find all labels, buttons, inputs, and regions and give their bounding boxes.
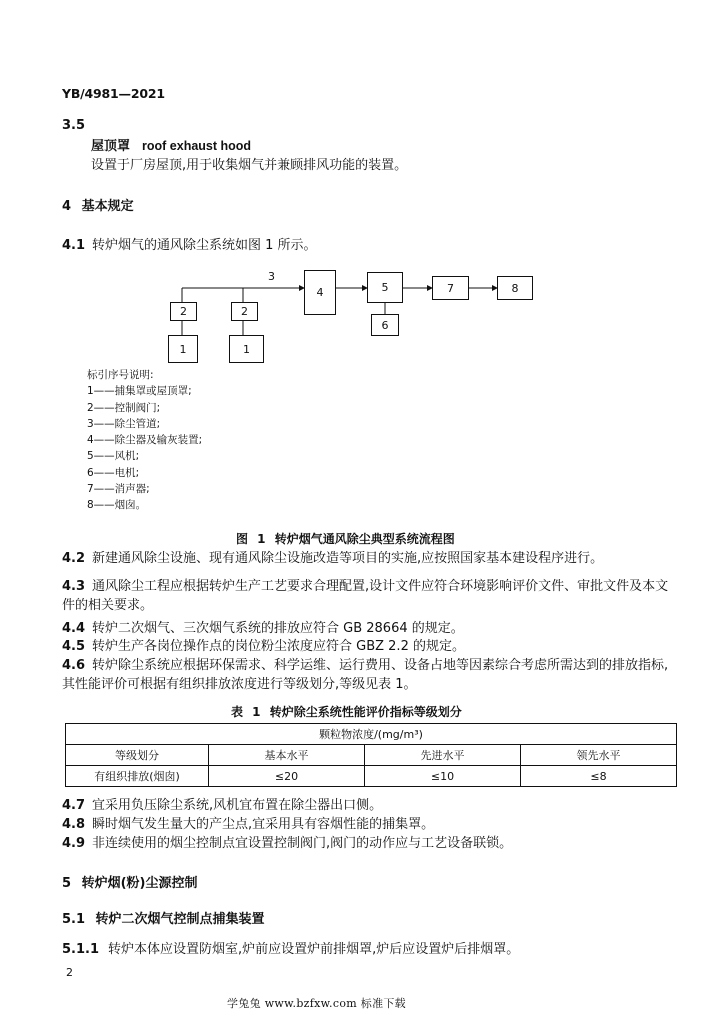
table-row [66,766,677,787]
section-heading-5: 5 转炉烟(粉)尘源控制 [62,876,198,891]
clause-number: 4.4 [62,621,86,636]
clause-number: 5.1.1 [62,942,100,957]
legend-item: 4——除尘器及输灰装置; [87,434,203,447]
table-header-cell: 先进水平 [365,745,521,766]
clause-text: 宜采用负压除尘系统,风机宜布置在除尘器出口侧。 [92,798,383,813]
clause-text: 瞬时烟气发生量大的产尘点,宜采用具有容烟性能的捕集罩。 [92,817,435,832]
clause-text: 转炉二次烟气、三次烟气系统的排放应符合 GB 28664 的规定。 [92,621,464,636]
box-valve-2b: 2 [231,302,258,321]
table-group-header: 颗粒物浓度/(mg/m³) [66,724,677,745]
clause-number: 4.5 [62,639,86,654]
legend-item: 8——烟囱。 [87,499,147,512]
term-chinese: 屋顶罩 [91,139,131,154]
term-english: roof exhaust hood [142,139,252,153]
clause-number: 4.6 [62,658,86,673]
paragraph-5-1-1 [62,940,677,959]
legend-item: 5——风机; [87,450,140,463]
section-heading-5-1: 5.1 转炉二次烟气控制点捕集装置 [62,912,265,927]
legend-item: 7——消声器; [87,483,150,496]
box-silencer-7: 7 [432,276,469,300]
performance-table [65,723,677,787]
legend-item: 6——电机; [87,466,140,479]
box-fan-5: 5 [367,272,403,303]
table-caption: 表 1 转炉除尘系统性能评价指标等级划分 [231,705,462,719]
term-definition: 设置于厂房屋顶,用于收集烟气并兼顾排风功能的装置。 [91,158,408,173]
paragraph-4-3 [62,577,677,615]
clause-number: 4.1 [62,238,86,253]
legend-title: 标引序号说明: [87,369,154,381]
label-pipe-3: 3 [268,270,275,283]
box-capture-hood-1b: 1 [229,335,264,363]
clause-number: 4.3 [62,579,86,594]
clause-number: 4.2 [62,551,86,566]
watermark-footer: 学兔兔 www.bzfxw.com 标准下载 [227,997,406,1010]
paragraph-4-5 [62,637,677,656]
paragraph-4-7 [62,796,677,815]
paragraph-4-6 [62,656,677,694]
paragraph-4-8 [62,815,677,834]
table-row [66,745,677,766]
section-heading-4: 4 基本规定 [62,199,134,214]
box-valve-2: 2 [170,302,197,321]
standard-number: YB/4981—2021 [62,86,165,101]
clause-number: 4.9 [62,836,86,851]
paragraph-4-9 [62,834,677,853]
clause-number: 4.7 [62,798,86,813]
box-capture-hood-1: 1 [168,335,198,363]
table-header-cell: 领先水平 [521,745,677,766]
clause-text: 转炉烟气的通风除尘系统如图 1 所示。 [92,238,317,253]
page-number: 2 [66,966,73,979]
table-cell: ≤8 [521,766,677,787]
box-motor-6: 6 [371,314,399,336]
paragraph-4-4 [62,619,677,638]
section-number-3-5: 3.5 [62,118,86,133]
legend-item: 3——除尘管道; [87,417,161,430]
clause-text: 转炉生产各岗位操作点的岗位粉尘浓度应符合 GBZ 2.2 的规定。 [92,639,465,654]
clause-text: 通风除尘工程应根据转炉生产工艺要求合理配置,设计文件应符合环境影响评价文件、审批文件及本文件的相关要求。 [62,579,669,613]
box-dust-collector-4: 4 [304,270,336,315]
legend [87,367,202,514]
table-cell: ≤20 [209,766,365,787]
figure-caption: 图 1 转炉烟气通风除尘典型系统流程图 [236,532,455,546]
box-chimney-8: 8 [497,276,533,300]
clause-text: 转炉除尘系统应根据环保需求、科学运维、运行费用、设备占地等因素综合考虑所需达到的排放指标,其性能评价可根据有组织排放浓度进行等级划分,等级见表 1。 [62,658,669,692]
clause-number: 4.8 [62,817,86,832]
table-header-cell: 基本水平 [209,745,365,766]
table-cell: 有组织排放(烟囱) [66,766,209,787]
legend-item: 2——控制阀门; [87,401,161,414]
clause-text: 非连续使用的烟尘控制点宜设置控制阀门,阀门的动作应与工艺设备联锁。 [92,836,513,851]
table-header-cell: 等级划分 [66,745,209,766]
clause-text: 新建通风除尘设施、现有通风除尘设施改造等项目的实施,应按照国家基本建设程序进行。 [92,551,604,566]
legend-item: 1——捕集罩或屋顶罩; [87,385,192,398]
table-cell: ≤10 [365,766,521,787]
clause-text: 转炉本体应设置防烟室,炉前应设置炉前排烟罩,炉后应设置炉后排烟罩。 [108,942,520,957]
paragraph-4-2 [62,549,677,568]
table-row [66,724,677,745]
